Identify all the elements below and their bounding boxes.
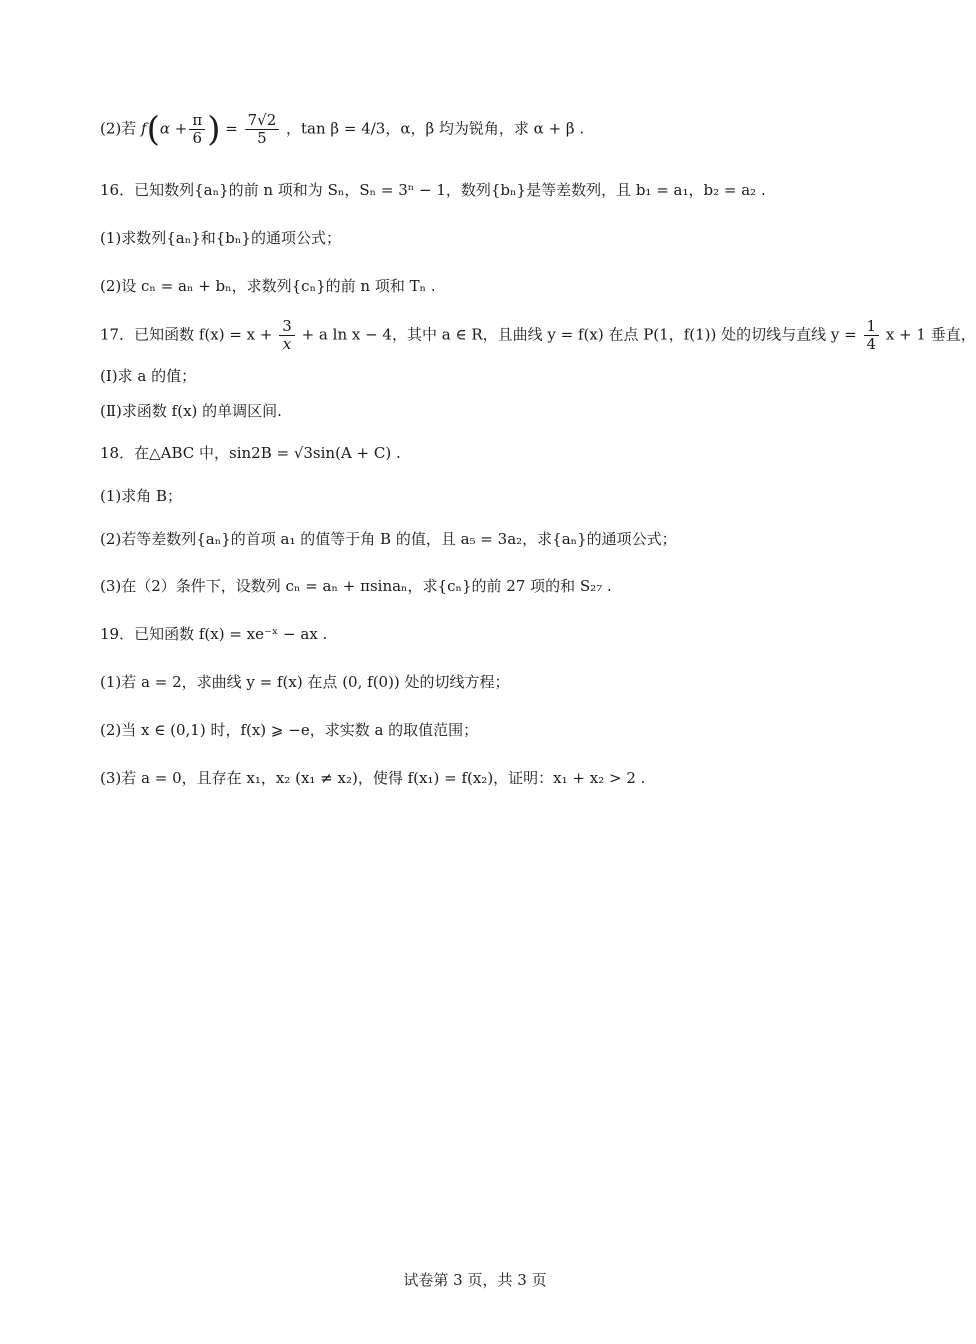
q19-stem: 19．已知函数 f(x) = xe⁻ˣ − ax . [100, 625, 328, 643]
q19-part3: (3)若 a = 0，且存在 x₁，x₂ (x₁ ≠ x₂)，使得 f(x₁) = f(x₂)，证明：x₁ + x₂ > 2 . [100, 769, 646, 787]
frac-den: 5 [257, 129, 267, 147]
frac-3-x [279, 318, 295, 353]
frac-den: x [282, 335, 292, 353]
q17-prefix: 17．已知函数 f(x) = x + [100, 325, 273, 344]
math-f: f [141, 119, 147, 138]
q18-part1: (1)求角 B； [100, 487, 183, 505]
q17-suffix: x + 1 垂直， [885, 325, 976, 344]
q18-part3: (3)在（2）条件下，设数列 cₙ = aₙ + πsinaₙ，求{cₙ}的前 27 项的和 S₂₇ . [100, 577, 612, 595]
math-alpha-plus: α + [159, 119, 188, 138]
frac-den: 4 [866, 335, 877, 353]
q19-part2: (2)当 x ∈ (0,1) 时，f(x) ⩾ −e，求实数 a 的取值范围； [100, 721, 479, 739]
q19-part1: (1)若 a = 2，求曲线 y = f(x) 在点 (0, f(0)) 处的切线方程； [100, 673, 510, 691]
q17-mid: + a ln x − 4，其中 a ∈ R，且曲线 y = f(x) 在点 P(1，f(1)) 处的切线与直线 y = [301, 325, 857, 344]
frac-7root2-5 [245, 112, 280, 147]
frac-1-4 [864, 318, 880, 353]
q16-part1: (1)求数列{aₙ}和{bₙ}的通项公式； [100, 229, 341, 247]
frac-num: π [189, 112, 205, 130]
frac-num: 3 [279, 318, 295, 336]
paren-right: ) [207, 109, 221, 150]
q17-part1: (Ⅰ)求 a 的值； [100, 367, 197, 385]
q16-part2: (2)设 cₙ = aₙ + bₙ，求数列{cₙ}的前 n 项和 Tₙ . [100, 277, 436, 295]
q17-part2: (Ⅱ)求函数 f(x) 的单调区间. [100, 402, 282, 420]
frac-num: 7√2 [245, 112, 280, 130]
page-footer: 试卷第 3 页，共 3 页 [403, 1271, 547, 1289]
q18-part2: (2)若等差数列{aₙ}的首项 a₁ 的值等于角 B 的值，且 a₅ = 3a₂，求{aₙ}的通项公式； [100, 530, 677, 548]
q15-part2-rest: ，tan β = 4/3，α，β 均为锐角，求 α + β . [286, 119, 585, 138]
frac-pi-6 [189, 112, 205, 147]
frac-num: 1 [864, 318, 880, 336]
q15-part2 [100, 109, 585, 150]
frac-den: 6 [192, 129, 203, 147]
q17-stem [100, 318, 976, 353]
paren-left: ( [146, 109, 160, 150]
q15-part2-prefix: (2)若 [100, 119, 137, 138]
math-eq: = [225, 119, 238, 138]
q16-stem: 16．已知数列{aₙ}的前 n 项和为 Sₙ，Sₙ = 3ⁿ − 1，数列{bₙ}是等差数列，且 b₁ = a₁，b₂ = a₂ . [100, 181, 766, 199]
q18-stem: 18．在△ABC 中，sin2B = √3sin(A + C) . [100, 444, 401, 462]
